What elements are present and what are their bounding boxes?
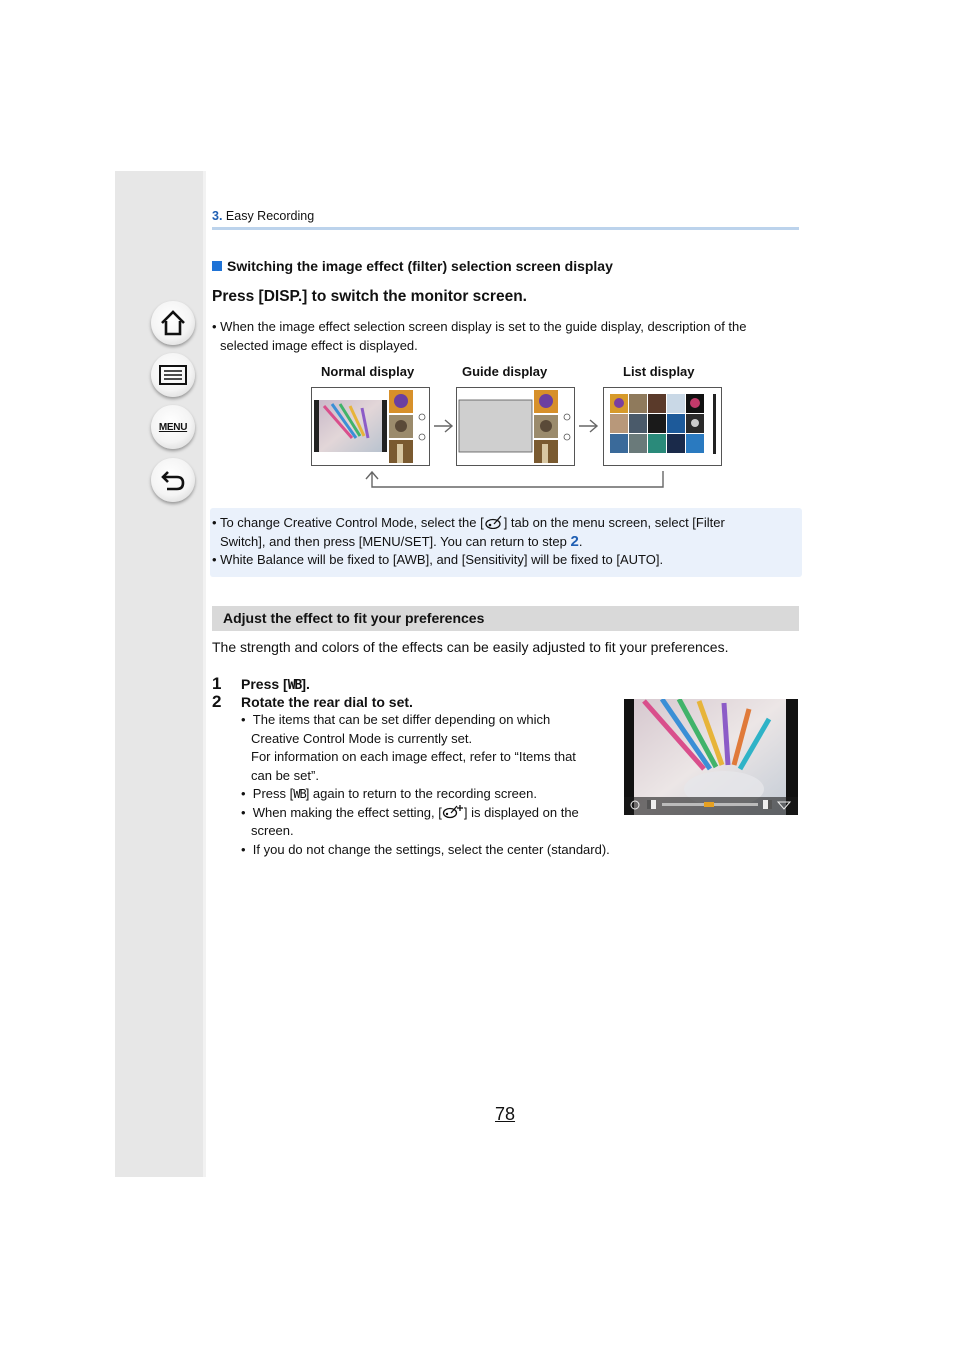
creative-control-icon [484,515,504,529]
effect-adjustment-screen [624,699,798,815]
bullet-line: Creative Control Mode is currently set. [251,730,473,746]
blue-square-icon [212,261,222,271]
step-number-2: 2 [212,692,222,711]
caption-normal: Normal display [321,364,415,379]
note-line-1: • To change Creative Control Mode, select the [ ] tab on the menu screen, select [Filter [212,515,725,530]
step-reference-link[interactable]: 2 [570,533,579,550]
bullet-line: When making the effect setting, [ [252,804,442,820]
note-line-3: • White Balance will be fixed to [AWB], and [Sensitivity] will be fixed to [AUTO]. [212,552,664,567]
note-text: To change Creative Control Mode, select the [ [219,515,484,530]
arrow-right-icon [578,417,599,435]
header-rule [212,227,799,230]
intro-text: The strength and colors of the effects can be easily adjusted to fit your preferences. [212,639,729,655]
list-display-screen [603,387,722,466]
step-text: Press [ [241,676,288,692]
normal-display-screen [311,387,430,466]
note-text: ] tab on the menu screen, select [Filter [503,515,725,530]
chapter-title: Easy Recording [225,209,315,223]
home-button[interactable] [151,301,195,345]
note-text: White Balance will be fixed to [AWB], and [Sensitivity] will be fixed to [AUTO]. [220,552,664,567]
breadcrumb [212,209,314,223]
bullet-line: The items that can be set differ depending on which [252,712,551,727]
note-text: . [578,534,583,549]
menu-label: MENU [158,421,188,433]
note-line-2 [220,533,582,552]
return-icon [159,466,187,494]
note-text: Switch], and then press [MENU/SET]. You can return to step [220,534,571,549]
return-connector-icon [365,470,667,490]
step-2-bullets: • The items that can be set differ depending on which Creative Control Mode is currently set. For information on each image effect, refer to “Items that can be set”. • Press [WB] again to return to the recording screen. • When making the effect setting, [ ] is displayed on the screen. • If you do not change the settings, select the center (standard). [241,711,621,859]
step-text: ]. [301,676,310,692]
section-bar-title: Adjust the effect to fit your preferences [223,610,485,626]
bullet-line: When the image effect selection screen display is set to the guide display, description of the [220,319,747,334]
section-bar [212,606,799,631]
menu-button[interactable] [151,405,195,449]
contents-button[interactable] [151,353,195,397]
bullet-line: If you do not change the settings, select the center (standard). [252,841,610,857]
step-1-text [241,676,310,693]
section-heading [212,258,613,274]
arrow-right-icon [433,417,454,435]
effect-setting-icon [442,804,464,819]
bullet-line: Press [ [252,786,294,801]
bullet-line: For information on each image effect, refer to “Items that [251,749,576,764]
section-title: Switching the image effect (filter) selection screen display [227,258,613,274]
caption-guide: Guide display [462,364,548,379]
bullet-line: screen. [251,823,294,838]
wb-key: WB [293,787,306,801]
bullet-line: can be set”. [251,767,319,783]
step-number-1: 1 [212,674,222,693]
chapter-number: 3. [212,209,223,223]
bullet-line: ] again to return to the recording screen. [305,786,537,801]
home-icon [159,309,187,337]
wb-key: WB [287,678,302,693]
list-icon [158,363,188,387]
bullet-text: • When the image effect selection screen display is set to the guide display, description of the selected image effect is displayed. [212,318,800,355]
step-2-text: Rotate the rear dial to set. [241,694,413,710]
guide-display-screen [456,387,575,466]
back-button[interactable] [151,458,195,502]
sidebar-edge [203,171,206,1177]
step-instruction: Press [DISP.] to switch the monitor screen. [212,288,527,305]
bullet-line: selected image effect is displayed. [220,337,418,353]
bullet-line: ] is displayed on the [463,804,579,820]
caption-list: List display [623,364,695,379]
page-number[interactable]: 78 [495,1104,516,1124]
